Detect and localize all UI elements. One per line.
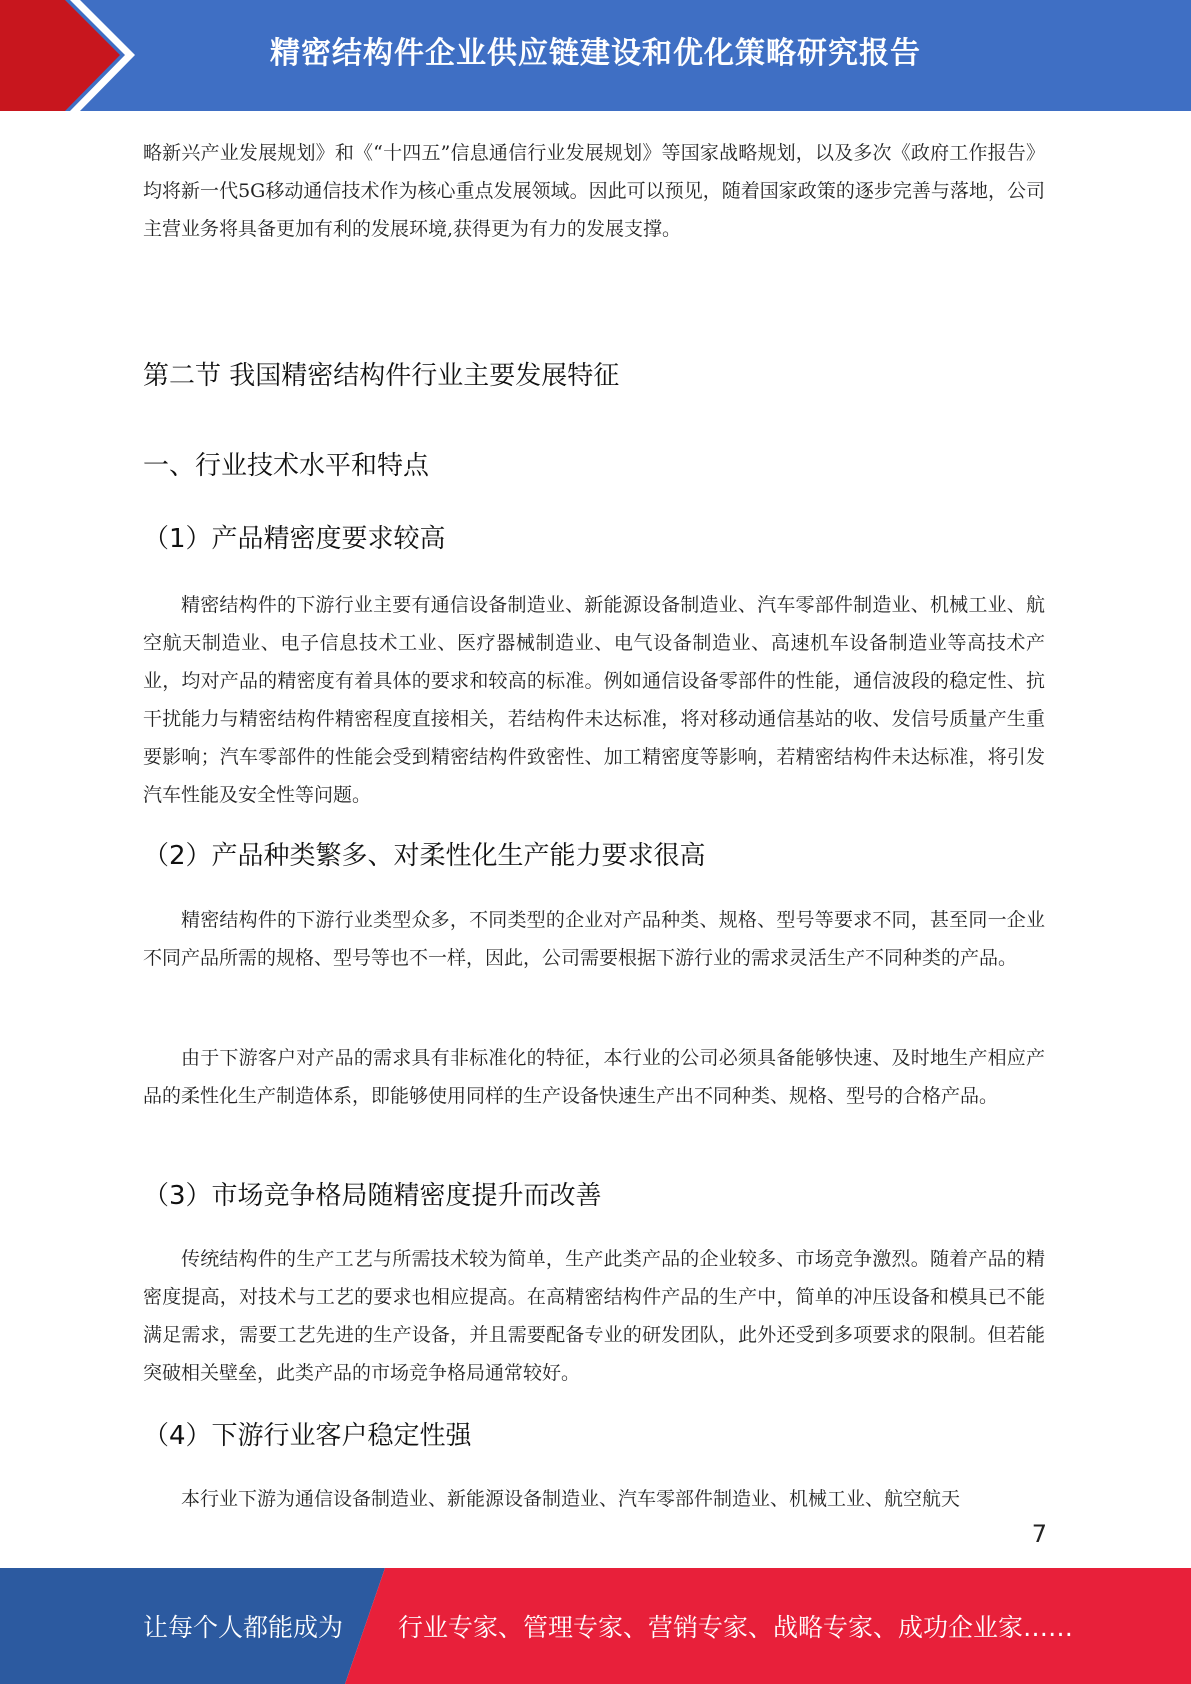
- intro-paragraph: 略新兴产业发展规划》和《“十四五”信息通信行业发展规划》等国家战略规划，以及多次《政府工作报告》均将新一代5G移动通信技术作为核心重点发展领域。因此可以预见，随着国家政策的逐步完善与落地，公司主营业务将具备更加有利的发展环境,获得更为有力的发展支撑。: [143, 142, 1045, 240]
- footer-banner: [0, 1568, 1191, 1684]
- item-heading-4: （4）下游行业客户稳定性强: [143, 1421, 472, 1451]
- item-heading-3: （3）市场竞争格局随精密度提升而改善: [143, 1181, 602, 1211]
- item-body-3: [143, 1240, 1045, 1392]
- item-4-paragraph-1: 本行业下游为通信设备制造业、新能源设备制造业、汽车零部件制造业、机械工业、航空航天: [181, 1488, 961, 1510]
- item-heading-1: （1）产品精密度要求较高: [143, 524, 446, 554]
- item-heading-2: （2）产品种类繁多、对柔性化生产能力要求很高: [143, 841, 706, 871]
- page-number: 7: [1031, 1520, 1047, 1548]
- section-title: 第二节 我国精密结构件行业主要发展特征: [143, 361, 620, 391]
- item-2-paragraph-2: 由于下游客户对产品的需求具有非标准化的特征，本行业的公司必须具备能够快速、及时地生产相应产品的柔性化生产制造体系，即能够使用同样的生产设备快速生产出不同种类、规格、型号的合格产品。: [143, 1047, 1045, 1107]
- report-title: 精密结构件企业供应链建设和优化策略研究报告: [270, 36, 921, 71]
- header-bar: [0, 0, 1191, 111]
- header-arrow-decoration: [0, 0, 160, 111]
- item-body-2a: [143, 901, 1045, 977]
- footer-slogan-left: 让每个人都能成为: [143, 1613, 344, 1642]
- item-2-paragraph-1: 精密结构件的下游行业类型众多，不同类型的企业对产品种类、规格、型号等要求不同，甚至同一企业不同产品所需的规格、型号等也不一样，因此，公司需要根据下游行业的需求灵活生产不同种类的产品。: [143, 909, 1045, 969]
- footer-slogan-right: 行业专家、管理专家、营销专家、战略专家、成功企业家……: [398, 1613, 1074, 1642]
- item-body-4: [143, 1480, 1045, 1518]
- item-3-paragraph-1: 传统结构件的生产工艺与所需技术较为简单，生产此类产品的企业较多、市场竞争激烈。随着产品的精密度提高，对技术与工艺的要求也相应提高。在高精密结构件产品的生产中，简单的冲压设备和模具已不能满足需求，需要工艺先进的生产设备，并且需要配备专业的研发团队，此外还受到多项要求的限制。但若能突破相关壁垒，此类产品的市场竞争格局通常较好。: [143, 1248, 1045, 1384]
- item-body-2b: [143, 1039, 1045, 1115]
- subsection-title: 一、行业技术水平和特点: [143, 451, 430, 481]
- item-body-1: [143, 586, 1045, 814]
- item-1-paragraph-1: 精密结构件的下游行业主要有通信设备制造业、新能源设备制造业、汽车零部件制造业、机械工业、航空航天制造业、电子信息技术工业、医疗器械制造业、电气设备制造业、高速机车设备制造业等高技术产业，均对产品的精密度有着具体的要求和较高的标准。例如通信设备零部件的性能，通信波段的稳定性、抗干扰能力与精密结构件精密程度直接相关，若结构件未达标准，将对移动通信基站的收、发信号质量产生重要影响；汽车零部件的性能会受到精密结构件致密性、加工精密度等影响，若精密结构件未达标准，将引发汽车性能及安全性等问题。: [143, 594, 1045, 806]
- intro-block: [143, 134, 1045, 248]
